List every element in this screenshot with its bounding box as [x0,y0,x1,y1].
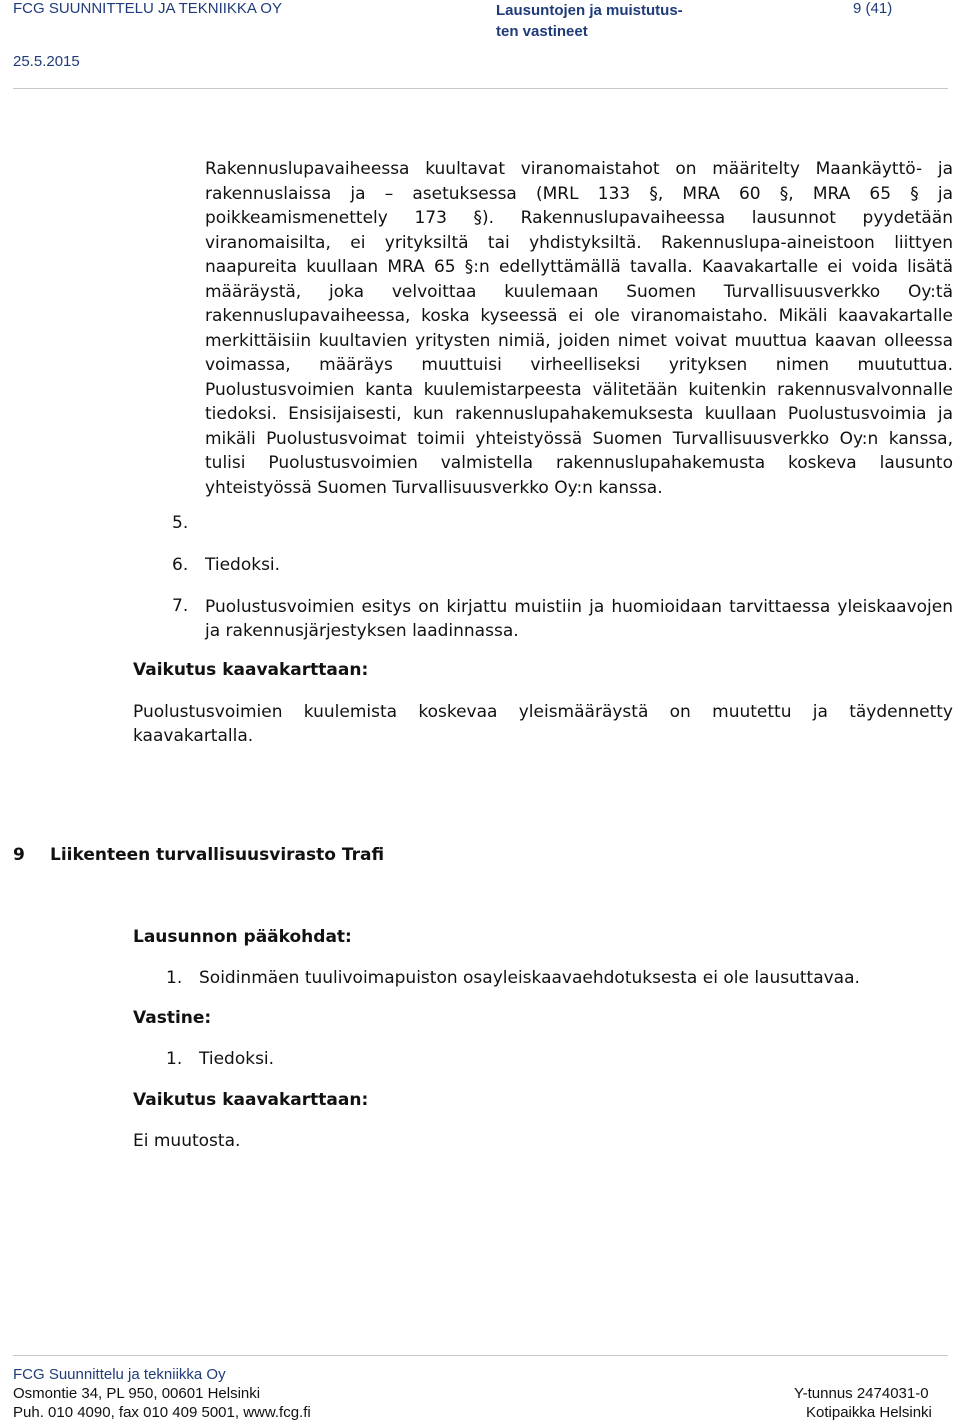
response-number-1: 1. [166,1049,183,1069]
item-7-text: Puolustusvoimien esitys on kirjattu muistiin ja huomioidaan tarvittaessa yleiskaavojen ja rakennusjärjestyksen laadinnassa. [205,597,953,642]
point-1-text: Soidinmäen tuulivoimapuiston osayleiskaavaehdotuksesta ei ole lausuttavaa. [199,968,860,988]
header-page-number: 9 (41) [853,0,893,17]
footer-divider [13,1355,948,1356]
impact-text: Puolustusvoimien kuulemista koskevaa yleismääräystä on muutettu ja täydennetty kaavakartalla. [133,702,953,747]
main-points-heading: Lausunnon pääkohdat: [133,927,352,947]
header-document-title: Lausuntojen ja muistutus- ten vastineet [496,2,683,40]
response-1-text: Tiedoksi. [199,1049,275,1069]
header-date: 25.5.2015 [13,53,80,70]
section-title: Liikenteen turvallisuusvirasto Trafi [50,845,385,865]
impact-heading: Vaikutus kaavakarttaan: [133,660,369,680]
response-paragraph: Rakennuslupavaiheessa kuultavat viranomaistahot on määritelty Maankäyttö- ja rakennuslaissa ja – asetuksessa (MRL 133 §, MRA 60 §, MRA 65 § ja poikkeamismenettely 173 §). Rakennuslupavaiheessa lausunnot pyydetään viranomaisilta, ei yrityksiltä tai yhdistyksiltä. Rakennuslupa-aineistoon liittyen naapureita kuullaan MRA 65 §:n edellyttämällä tavalla. Kaavakartalle ei voida lisätä määräystä, joka velvoittaa kuulemaan Suomen Turvallisuusverkko Oy:tä rakennuslupavaiheessa, koska kyseessä ei ole viranomaistaho. Mikäli kaavakartalle merkittäisiin kuultavien yritysten nimiä, joiden nimet voivat muuttua kaavan olleessa voimassa, määräys muuttuisi virheelliseksi yrityksen nimen muututtua. Puolustusvoimien kanta kuulemistarpeesta välitetään kuitenkin rakennusvalvonnalle tiedoksi. Ensisijaisesti, kun rakennuslupahakemuksesta kuullaan Puolustusvoimia ja mikäli Puolustusvoimat toimii yhteistyössä Suomen Turvallisuusverkko Oy:n kanssa, tulisi Puolustusvoimien valmistella rakennuslupahakemusta koskeva lausunto yhteistyössä Suomen Turvallisuusverkko Oy:n kanssa. [205,159,953,498]
item-number-6: 6. [172,555,189,575]
impact-heading-2: Vaikutus kaavakarttaan: [133,1090,369,1110]
point-number-1: 1. [166,968,183,988]
response-heading: Vastine: [133,1008,212,1028]
footer-domicile: Kotipaikka Helsinki [806,1404,932,1421]
item-6-text: Tiedoksi. [205,555,281,575]
item-number-7: 7. [172,596,189,616]
footer-address: Osmontie 34, PL 950, 00601 Helsinki [13,1385,261,1402]
item-number-5: 5. [172,513,189,533]
section-number: 9 [13,845,25,865]
footer-company: FCG Suunnittelu ja tekniikka Oy [13,1366,226,1383]
footer-business-id: Y-tunnus 2474031-0 [794,1385,929,1402]
impact-text-2: Ei muutosta. [133,1131,241,1151]
header-divider [13,88,948,89]
header-company: FCG SUUNNITTELU JA TEKNIIKKA OY [13,0,282,17]
footer-phone: Puh. 010 4090, fax 010 409 5001, www.fcg.fi [13,1404,311,1421]
